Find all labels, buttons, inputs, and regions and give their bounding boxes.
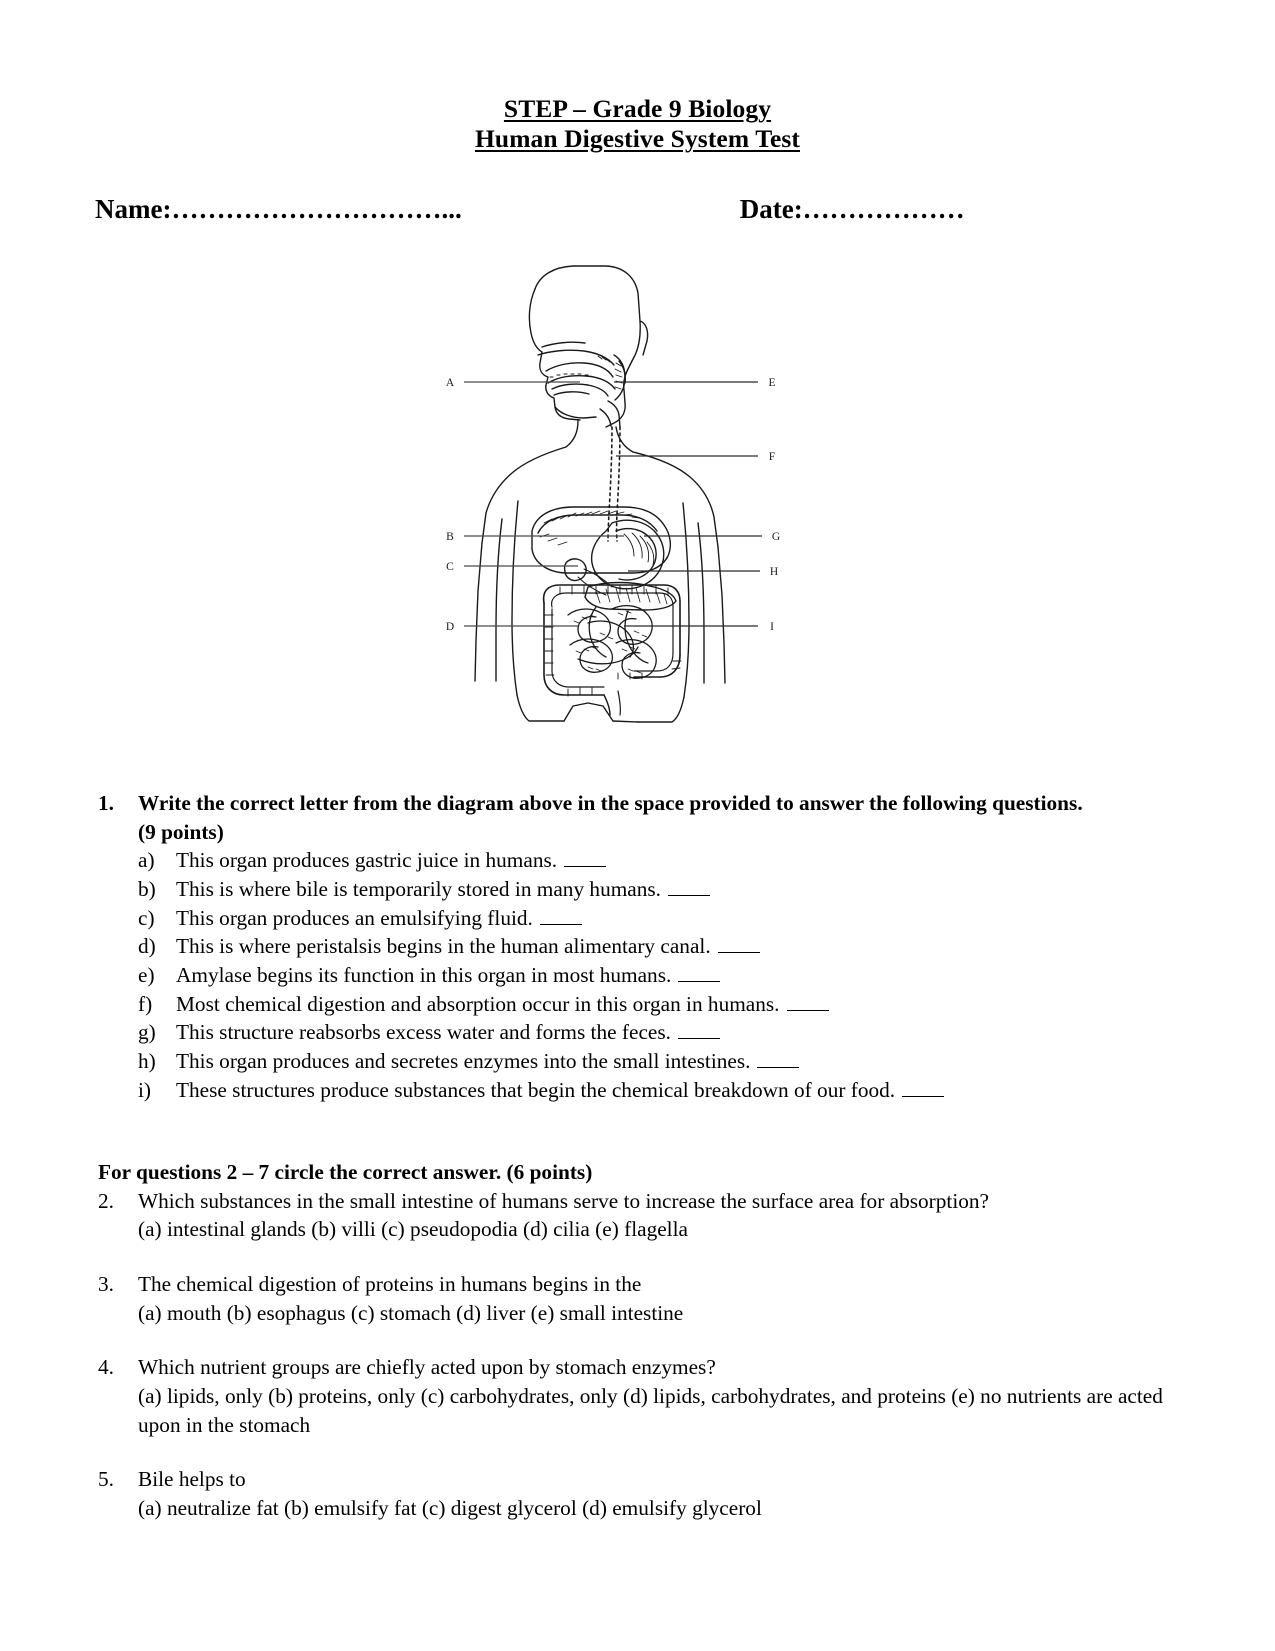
- subitem-marker: h): [138, 1048, 156, 1073]
- subitem-text: This organ produces gastric juice in humans.: [176, 848, 558, 873]
- list-item: [138, 904, 1205, 933]
- question-5-options[interactable]: (a) neutralize fat (b) emulsify fat (c) digest glycerol (d) emulsify glycerol: [138, 1495, 762, 1520]
- subitem-marker: i): [138, 1077, 152, 1102]
- answer-blank[interactable]: [902, 1077, 944, 1096]
- question-1: [98, 789, 1205, 1104]
- human-digestive-system-diagram: [428, 251, 848, 741]
- subitem-text: This organ produces an emulsifying fluid.: [176, 905, 533, 930]
- list-item: [138, 846, 1205, 875]
- figure-area: [0, 251, 1275, 741]
- title-line-1-text: STEP – Grade 9 Biology: [503, 94, 772, 123]
- answer-blank[interactable]: [668, 877, 710, 896]
- subitem-text: This is where peristalsis begins in the human alimentary canal.: [176, 934, 711, 959]
- question-2-options[interactable]: (a) intestinal glands (b) villi (c) pseudopodia (d) cilia (e) flagella: [138, 1217, 688, 1242]
- subitem-marker: b): [138, 877, 156, 902]
- question-3-options[interactable]: (a) mouth (b) esophagus (c) stomach (d) liver (e) small intestine: [138, 1300, 684, 1325]
- subitem-marker: g): [138, 1020, 156, 1045]
- question-1-stem: Write the correct letter from the diagram above in the space provided to answer the following questions.: [138, 791, 1083, 816]
- subitem-text: This is where bile is temporarily stored in many humans.: [176, 877, 662, 902]
- question-5-stem: Bile helps to: [138, 1467, 246, 1492]
- figure-label-H: H: [769, 566, 778, 579]
- list-item: [138, 961, 1205, 990]
- answer-blank[interactable]: [678, 963, 720, 982]
- subitem-marker: f): [138, 991, 153, 1016]
- figure-label-D: D: [445, 621, 454, 634]
- question-2: [98, 1187, 1205, 1244]
- subitem-text: This structure reabsorbs excess water and forms the feces.: [176, 1020, 671, 1045]
- title-line-2-text: Human Digestive System Test: [475, 124, 800, 154]
- question-3: [98, 1270, 1205, 1327]
- list-item: [138, 1076, 1205, 1105]
- question-5: [98, 1465, 1205, 1522]
- list-item: [138, 1047, 1205, 1076]
- answer-blank[interactable]: [757, 1049, 799, 1068]
- figure-label-G: G: [771, 531, 780, 544]
- question-1-number: 1.: [98, 791, 114, 816]
- questions-content: [0, 789, 1275, 1522]
- list-item: [138, 932, 1205, 961]
- subitem-marker: e): [138, 963, 155, 987]
- answer-blank[interactable]: [564, 848, 606, 867]
- answer-blank[interactable]: [540, 905, 582, 924]
- question-5-number: 5.: [98, 1467, 114, 1492]
- question-2-stem: Which substances in the small intestine of humans serve to increase the surface area for absorption?: [138, 1188, 989, 1213]
- figure-label-I: I: [769, 621, 774, 634]
- figure-label-B: B: [445, 531, 454, 544]
- subitem-marker: d): [138, 934, 156, 959]
- figure-label-E: E: [767, 377, 776, 390]
- subitem-text: Most chemical digestion and absorption occur in this organ in humans.: [176, 991, 780, 1016]
- question-4-options[interactable]: (a) lipids, only (b) proteins, only (c) carbohydrates, only (d) lipids, carbohydrates, and proteins (e) no nutrients are acted upon in the stomach: [138, 1384, 1163, 1437]
- answer-blank[interactable]: [718, 934, 760, 953]
- list-item: [138, 990, 1205, 1019]
- list-item: [138, 875, 1205, 904]
- mcq-instruction: For questions 2 – 7 circle the correct answer. (6 points): [98, 1160, 593, 1185]
- title-line-2: [0, 124, 1275, 154]
- subitem-marker: a): [138, 848, 155, 873]
- answer-blank[interactable]: [678, 1020, 720, 1039]
- question-4-stem: Which nutrient groups are chiefly acted upon by stomach enzymes?: [138, 1355, 716, 1380]
- question-1-points: (9 points): [138, 819, 224, 844]
- question-1-subitems: [138, 846, 1205, 1104]
- document-title-block: [0, 0, 1275, 154]
- subitem-text: These structures produce substances that begin the chemical breakdown of our food.: [176, 1077, 896, 1102]
- title-line-1: [0, 94, 1275, 124]
- figure-label-C: C: [445, 561, 454, 574]
- date-field[interactable]: Date:………………: [739, 194, 965, 225]
- figure-label-A: A: [445, 377, 454, 390]
- figure-label-F: F: [768, 451, 775, 464]
- subitem-text: This organ produces and secretes enzymes into the small intestines.: [176, 1048, 751, 1073]
- answer-blank[interactable]: [787, 991, 829, 1010]
- question-2-number: 2.: [98, 1188, 114, 1213]
- question-4: [98, 1353, 1205, 1439]
- question-3-stem: The chemical digestion of proteins in humans begins in the: [138, 1272, 642, 1297]
- list-item: [138, 1018, 1205, 1047]
- subitem-text: Amylase begins its function in this organ in most humans.: [176, 963, 672, 987]
- question-4-number: 4.: [98, 1355, 114, 1380]
- student-info-row: [0, 194, 1275, 225]
- question-3-number: 3.: [98, 1272, 114, 1297]
- name-field[interactable]: Name:…………………………...: [95, 194, 462, 225]
- subitem-marker: c): [138, 905, 155, 930]
